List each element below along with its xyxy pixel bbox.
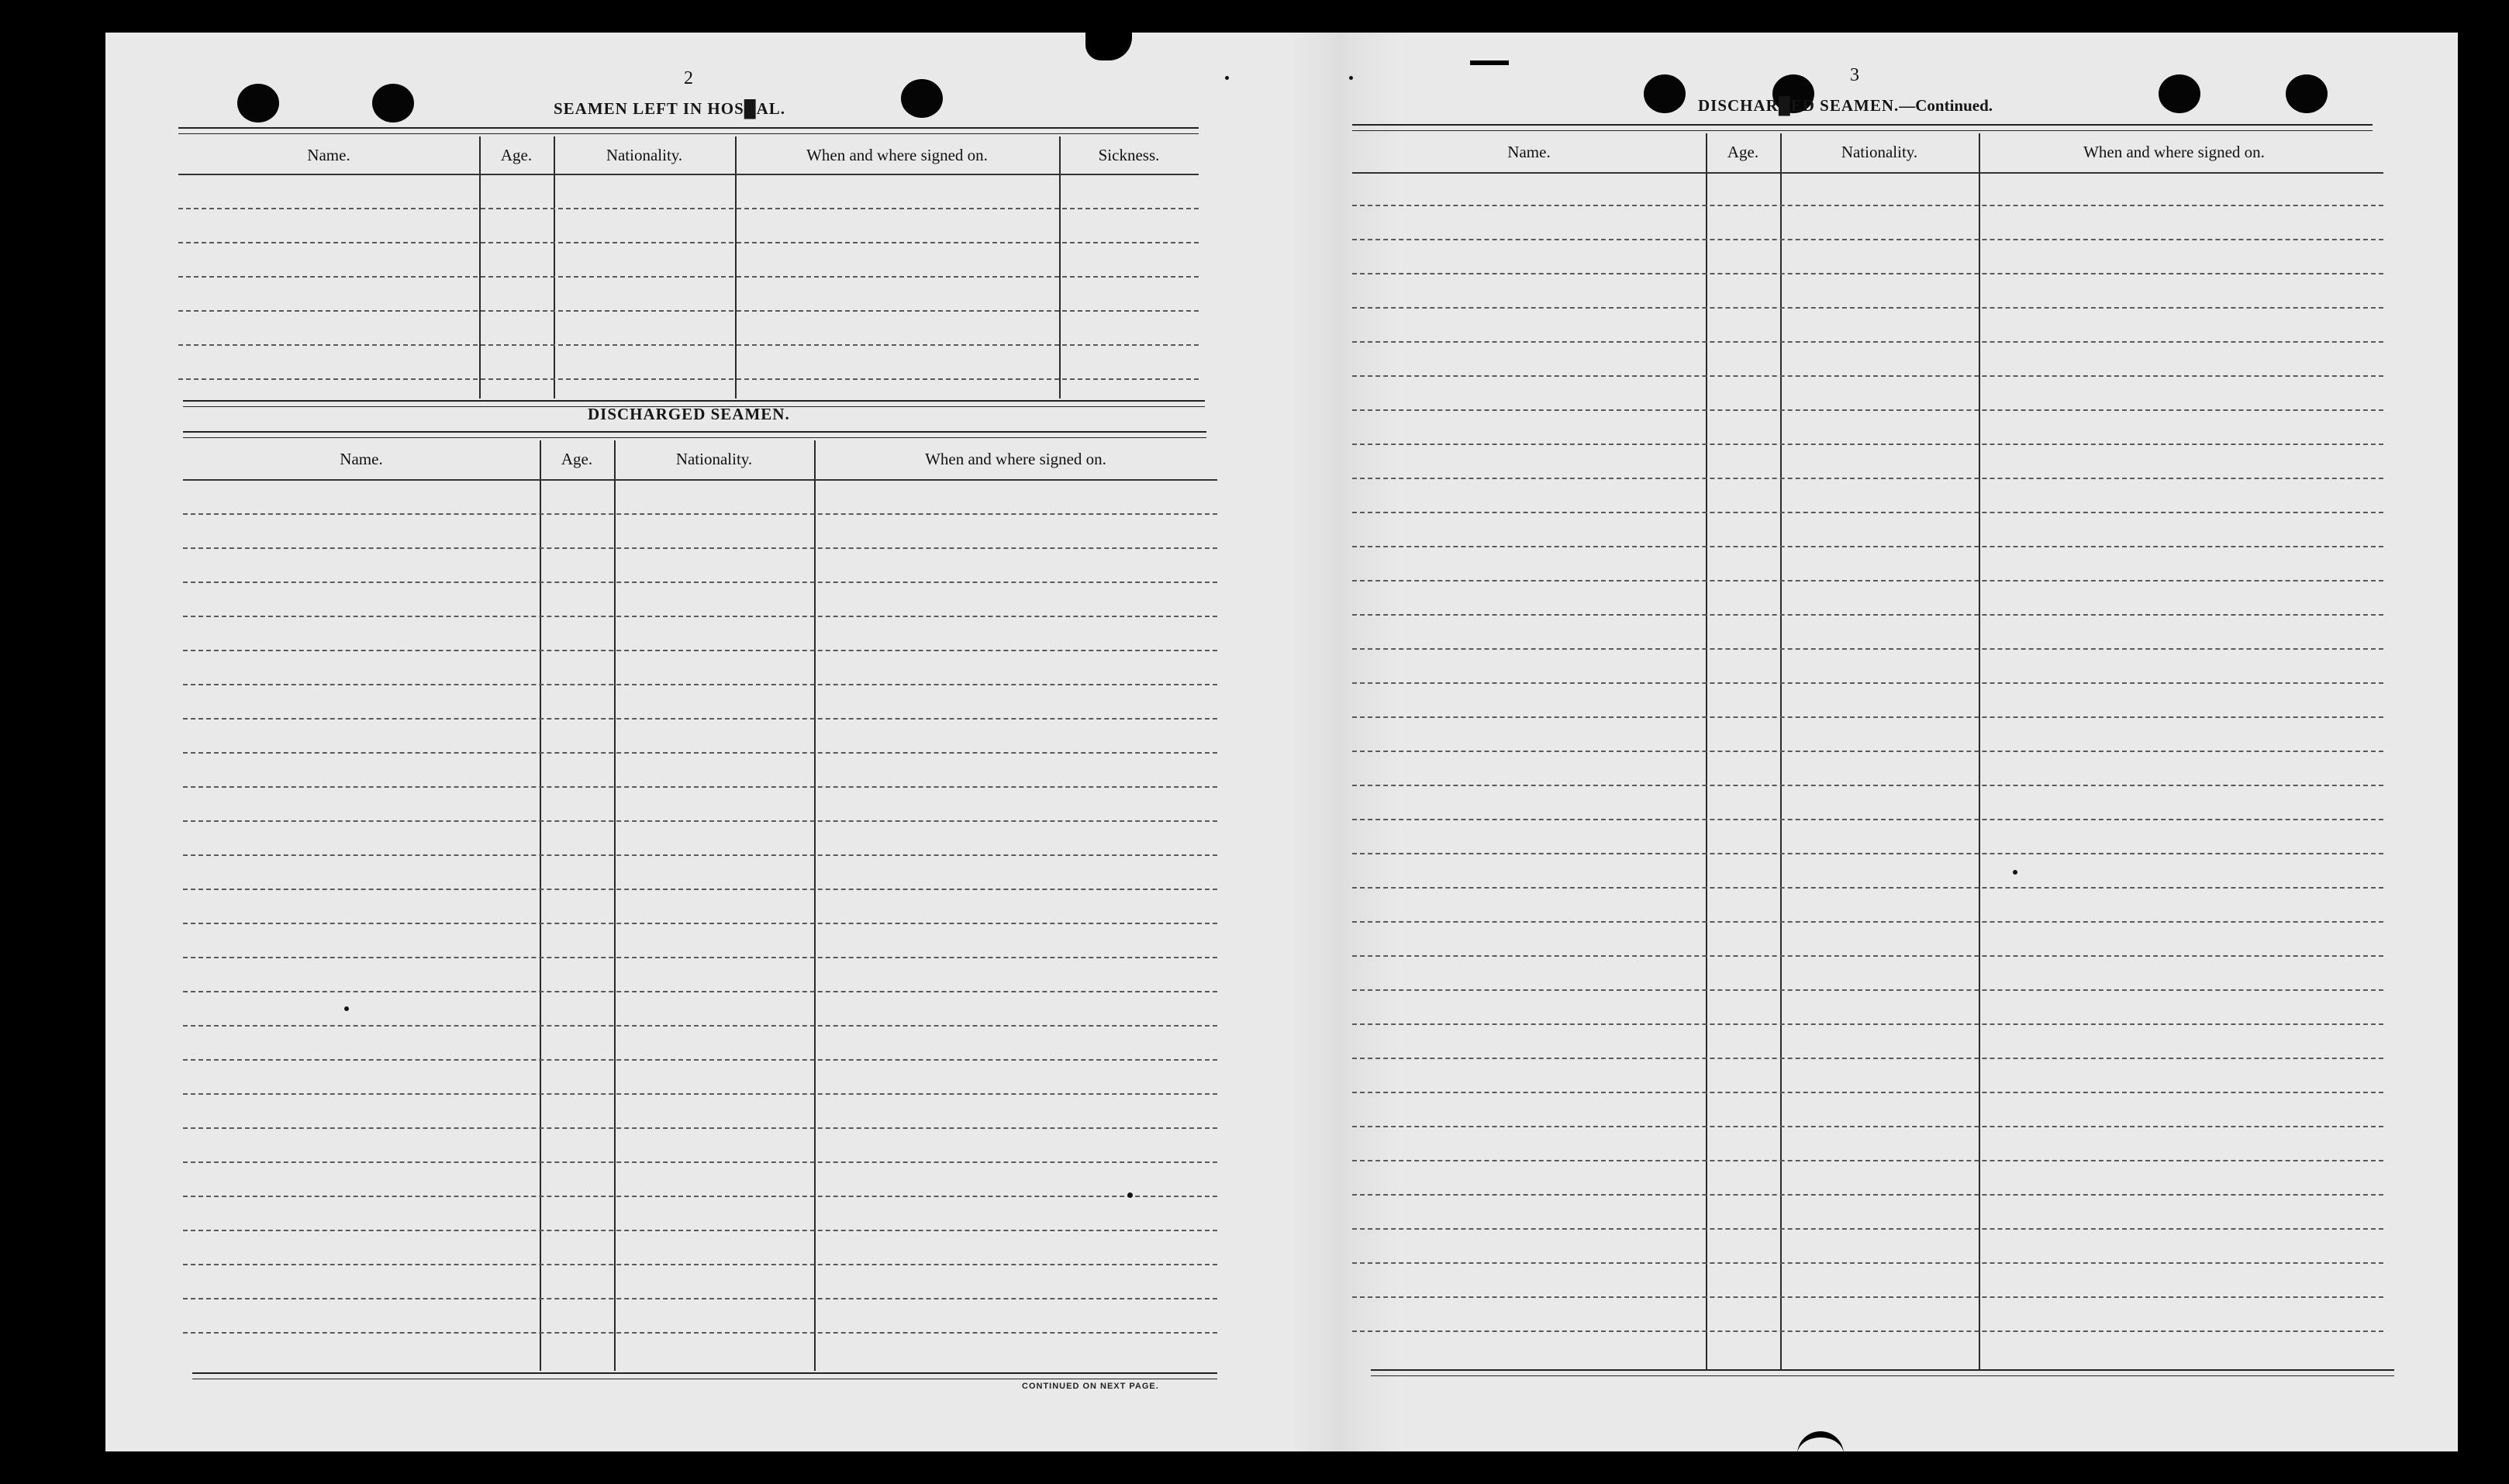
col-header-sickness: Sickness.	[1098, 146, 1160, 164]
punch-hole	[2286, 74, 2328, 113]
table-row-line	[1352, 1092, 2383, 1093]
table-row-line	[1352, 239, 2383, 240]
table-row-line	[1352, 1023, 2383, 1025]
table-row-line	[1352, 307, 2383, 309]
table-row-line	[183, 889, 1217, 890]
table-row-line	[183, 991, 1217, 992]
table-row-line	[1352, 921, 2383, 923]
hospital-top-rule-2	[178, 133, 1199, 134]
table-row-line	[183, 547, 1217, 549]
table-row-line	[183, 752, 1217, 754]
table-row-line	[183, 1127, 1217, 1129]
discharged-table-left	[183, 440, 1217, 1371]
table-row-line	[1352, 443, 2383, 445]
hospital-bottom-rule	[183, 400, 1205, 402]
title-main: DISCHAR█ED SEAMEN.	[1698, 96, 1900, 115]
hospital-top-rule	[178, 127, 1199, 129]
col-header-name: Name.	[340, 450, 383, 468]
punch-hole	[1644, 74, 1686, 113]
table-row-line	[178, 276, 1199, 278]
table-row-line	[183, 1196, 1217, 1197]
column-divider	[540, 440, 541, 1371]
table-row-line	[183, 1025, 1217, 1027]
table-row-line	[183, 513, 1217, 515]
table-row-line	[183, 1264, 1217, 1265]
table-row-line	[1352, 955, 2383, 957]
punch-hole	[901, 79, 943, 118]
col-header-signed-on: When and where signed on.	[925, 450, 1106, 468]
table-row-line	[1352, 853, 2383, 854]
header-underline	[1352, 172, 2383, 174]
column-divider	[554, 136, 555, 399]
hospital-section-title: SEAMEN LEFT IN HOS█AL.	[554, 99, 786, 118]
table-row-line	[183, 1093, 1217, 1095]
punch-hole	[237, 84, 279, 123]
title-continued: —Continued.	[1899, 96, 1993, 115]
table-row-line	[1352, 1262, 2383, 1264]
table-row-line	[183, 1059, 1217, 1061]
col-header-name: Name.	[1507, 143, 1551, 161]
table-row-line	[183, 854, 1217, 856]
table-row-line	[178, 378, 1199, 380]
right-top-rule-2	[1352, 130, 2373, 131]
column-divider	[614, 440, 616, 1371]
table-row-line	[1352, 512, 2383, 513]
table-row-line	[1352, 614, 2383, 616]
col-header-signed-on: When and where signed on.	[2083, 143, 2265, 161]
page-number-left: 2	[684, 68, 693, 88]
col-header-nationality: Nationality.	[675, 450, 753, 468]
table-row-line	[1352, 273, 2383, 274]
table-row-line	[183, 582, 1217, 583]
table-row-line	[1352, 478, 2383, 479]
ink-speck	[1349, 76, 1353, 80]
table-row-line	[1352, 1228, 2383, 1230]
table-row-line	[183, 957, 1217, 958]
table-row-line	[183, 1161, 1217, 1163]
table-row-line	[1352, 546, 2383, 547]
table-row-line	[183, 718, 1217, 720]
table-row-line	[1352, 1058, 2383, 1059]
ink-speck	[2013, 870, 2017, 875]
table-row-line	[1352, 205, 2383, 206]
right-bottom-rule	[1371, 1369, 2394, 1371]
discharged-bottom-rule	[192, 1372, 1217, 1374]
table-row-line	[1352, 1330, 2383, 1332]
table-row-line	[1352, 1160, 2383, 1161]
table-row-line	[178, 344, 1199, 346]
table-row-line	[1352, 648, 2383, 650]
table-row-line	[1352, 887, 2383, 889]
table-row-line	[183, 786, 1217, 788]
table-row-line	[1352, 989, 2383, 991]
col-header-name: Name.	[307, 146, 350, 164]
col-header-age: Age.	[500, 146, 533, 164]
table-row-line	[1352, 1126, 2383, 1127]
table-row-line	[1352, 409, 2383, 411]
punch-hole	[2159, 74, 2200, 113]
punch-hole	[372, 84, 414, 123]
column-divider	[479, 136, 481, 399]
discharged-top-rule	[183, 431, 1206, 433]
column-divider	[1059, 136, 1061, 399]
continued-note: CONTINUED ON NEXT PAGE.	[1022, 1382, 1159, 1391]
table-row-line	[178, 208, 1199, 209]
col-header-age: Age.	[561, 450, 593, 468]
discharged-top-rule-2	[183, 437, 1206, 438]
table-row-line	[183, 650, 1217, 651]
table-row-line	[1352, 785, 2383, 786]
discharged-section-title: DISCHARGED SEAMEN.	[588, 405, 790, 423]
table-row-line	[183, 684, 1217, 685]
hospital-table	[178, 136, 1199, 399]
paper-tear	[1085, 33, 1132, 60]
right-top-rule	[1352, 124, 2373, 126]
table-row-line	[1352, 819, 2383, 820]
table-row-line	[1352, 716, 2383, 718]
register-sheet	[105, 33, 2458, 1451]
table-row-line	[183, 923, 1217, 924]
table-row-line	[183, 820, 1217, 822]
table-row-line	[178, 310, 1199, 312]
table-row-line	[183, 1298, 1217, 1299]
table-row-line	[178, 242, 1199, 243]
table-row-line	[1352, 682, 2383, 684]
table-row-line	[183, 1332, 1217, 1334]
column-divider	[814, 440, 816, 1371]
col-header-nationality: Nationality.	[1841, 143, 1918, 161]
table-row-line	[183, 616, 1217, 617]
page-number-right: 3	[1850, 65, 1859, 85]
discharged-table-right	[1352, 133, 2383, 1369]
right-bottom-rule-2	[1371, 1375, 2394, 1376]
table-row-line	[1352, 751, 2383, 752]
ink-speck	[1127, 1192, 1133, 1198]
table-row-line	[1352, 580, 2383, 582]
header-underline	[178, 174, 1199, 175]
ink-speck	[344, 1006, 349, 1011]
col-header-signed-on: When and where signed on.	[806, 146, 988, 164]
table-row-line	[1352, 375, 2383, 377]
table-row-line	[183, 1230, 1217, 1231]
table-row-line	[1352, 341, 2383, 343]
column-divider	[735, 136, 737, 399]
table-row-line	[1352, 1194, 2383, 1196]
ink-speck	[1225, 76, 1229, 80]
header-underline	[183, 479, 1217, 481]
paper-tear	[1470, 60, 1509, 65]
discharged-continued-title	[1698, 96, 1993, 116]
table-row-line	[1352, 1296, 2383, 1298]
col-header-nationality: Nationality.	[606, 146, 683, 164]
col-header-age: Age.	[1727, 143, 1759, 161]
